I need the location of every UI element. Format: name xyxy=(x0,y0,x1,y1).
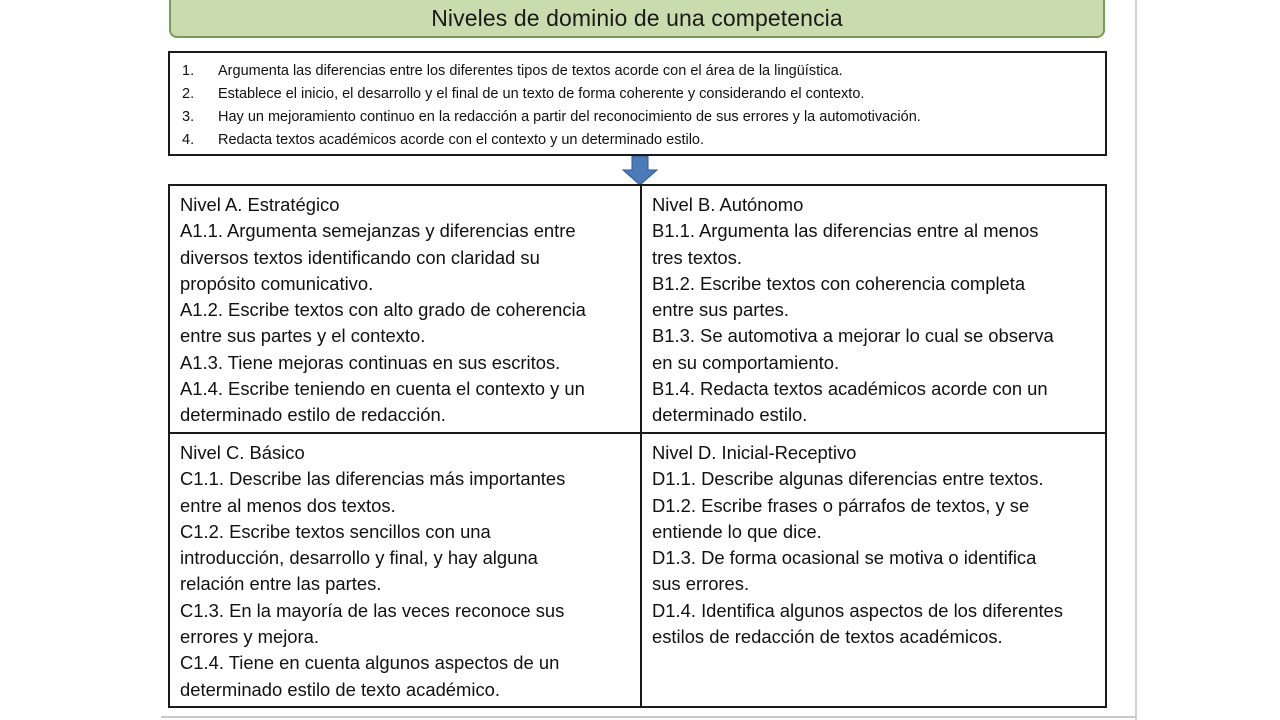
competence-list xyxy=(182,60,1095,152)
competence-number: 4. xyxy=(182,132,195,148)
level-a-line: A1.2. Escribe textos con alto grado de coherencia xyxy=(180,299,586,321)
level-c-line: entre al menos dos textos. xyxy=(180,494,396,516)
competence-item xyxy=(182,106,1095,129)
level-b-line: B1.1. Argumenta las diferencias entre al menos xyxy=(652,220,1039,242)
level-a-cell xyxy=(170,186,640,432)
level-b-line: determinado estilo. xyxy=(652,404,808,426)
level-b-line: entre sus partes. xyxy=(652,299,789,321)
level-c-line: C1.2. Escribe textos sencillos con una xyxy=(180,520,491,542)
level-c-heading: Nivel C. Básico xyxy=(180,442,305,463)
arrow-down-icon xyxy=(622,156,658,186)
level-b-line: B1.3. Se automotiva a mejorar lo cual se observa xyxy=(652,325,1054,347)
level-a-heading: Nivel A. Estratégico xyxy=(180,194,340,215)
level-b-heading: Nivel B. Autónomo xyxy=(652,194,804,215)
level-b-line: B1.2. Escribe textos con coherencia completa xyxy=(652,272,1026,294)
level-d-cell xyxy=(642,434,1105,706)
level-b-cell xyxy=(642,186,1105,432)
competence-item xyxy=(182,60,1095,83)
competence-text: Redacta textos académicos acorde con el contexto y un determinado estilo. xyxy=(218,132,705,148)
level-c-cell xyxy=(170,434,640,706)
level-a-line: entre sus partes y el contexto. xyxy=(180,325,426,347)
title-banner xyxy=(169,0,1105,38)
level-a-line: A1.1. Argumenta semejanzas y diferencias entre xyxy=(180,220,576,242)
level-c-line: relación entre las partes. xyxy=(180,573,382,595)
level-d-heading: Nivel D. Inicial-Receptivo xyxy=(652,442,857,463)
level-a-line: diversos textos identificando con claridad su xyxy=(180,246,540,268)
page-title: Niveles de dominio de una competencia xyxy=(431,4,843,31)
level-c-line: C1.4. Tiene en cuenta algunos aspectos de un xyxy=(180,652,560,674)
level-c-line: C1.3. En la mayoría de las veces reconoce sus xyxy=(180,599,565,621)
level-b-line: tres textos. xyxy=(652,246,742,268)
level-c-line: determinado estilo de texto académico. xyxy=(180,678,500,700)
competence-number: 3. xyxy=(182,109,195,125)
level-d-line: entiende lo que dice. xyxy=(652,520,822,542)
level-a-line: A1.3. Tiene mejoras continuas en sus escritos. xyxy=(180,351,561,373)
slide-right-edge xyxy=(1135,0,1137,720)
competence-text: Hay un mejoramiento continuo en la redacción a partir del reconocimiento de sus errores y la automotivación. xyxy=(218,109,921,125)
level-b-line: B1.4. Redacta textos académicos acorde con un xyxy=(652,378,1048,400)
competence-number: 1. xyxy=(182,63,195,79)
level-c-line: introducción, desarrollo y final, y hay alguna xyxy=(180,547,538,569)
levels-table xyxy=(168,184,1107,708)
level-d-line: estilos de redacción de textos académicos. xyxy=(652,626,1003,648)
level-a-line: A1.4. Escribe teniendo en cuenta el contexto y un xyxy=(180,378,585,400)
competence-item xyxy=(182,83,1095,106)
level-c-line: errores y mejora. xyxy=(180,626,319,648)
competence-item xyxy=(182,129,1095,152)
slide-bottom-edge xyxy=(161,716,1136,718)
level-c-line: C1.1. Describe las diferencias más importantes xyxy=(180,468,566,490)
level-a-line: propósito comunicativo. xyxy=(180,272,374,294)
competence-text: Argumenta las diferencias entre los diferentes tipos de textos acorde con el área de la lingüística. xyxy=(218,63,843,79)
competence-list-box xyxy=(168,51,1107,156)
level-b-line: en su comportamiento. xyxy=(652,351,840,373)
level-d-line: D1.2. Escribe frases o párrafos de textos, y se xyxy=(652,494,1030,516)
level-d-line: D1.3. De forma ocasional se motiva o identifica xyxy=(652,547,1037,569)
level-d-line: D1.1. Describe algunas diferencias entre textos. xyxy=(652,468,1044,490)
competence-number: 2. xyxy=(182,86,195,102)
competence-text: Establece el inicio, el desarrollo y el final de un texto de forma coherente y considerando el contexto. xyxy=(218,86,865,102)
level-d-line: D1.4. Identifica algunos aspectos de los diferentes xyxy=(652,599,1063,621)
level-d-line: sus errores. xyxy=(652,573,750,595)
level-a-line: determinado estilo de redacción. xyxy=(180,404,446,426)
